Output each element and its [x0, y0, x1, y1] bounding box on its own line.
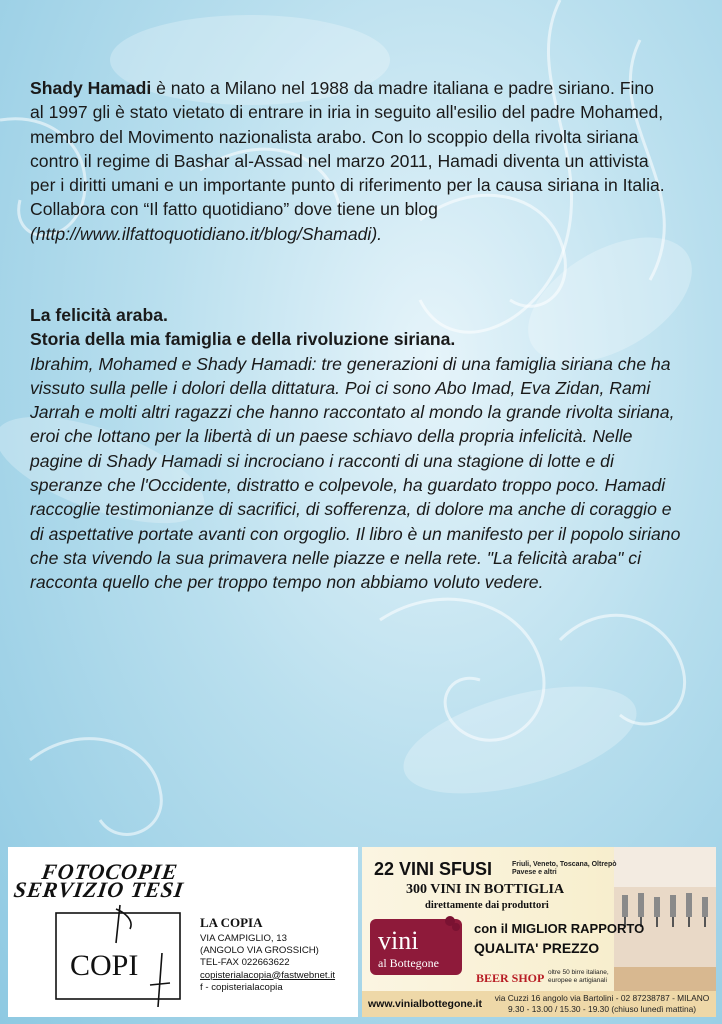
- blog-url: (http://www.ilfattoquotidiano.it/blog/Shamadi).: [30, 223, 383, 244]
- book-title: La felicità araba.: [30, 305, 168, 325]
- ad-vini-bottles: 300 VINI IN BOTTIGLIA: [406, 882, 565, 897]
- ad-shop-name: LA COPIA: [200, 915, 263, 930]
- ad-headline-fotocopie: FOTOCOPIE: [40, 859, 180, 884]
- ad-vini-headline: 22 VINI SFUSI: [374, 859, 493, 879]
- book-description: Ibrahim, Mohamed e Shady Hamadi: tre generazioni di una famiglia siriana che ha vissuto sulla pelle i dolori della dittatura. Poi ci sono Abo Imad, Eva Zidan, Rami Jarrah e molti altri ragazzi che hanno raccontato al mondo la grande rivolta siriana, eroi che lottano per la libertà di un paese schiavo della propria infelicità. Nelle pagine di Shady Hamadi si incrociano i racconti di una stagione di lotte e di speranze che l'Occidente, distratto e colpevole, ha guardato troppo poco. Hamadi raccoglie testimonianze di sacrifici, di sofferenza, di dolore ma anche di coraggio e di aspettative portate avanti con orgoglio. Il libro è un manifesto per il popolo siriano che sta vivendo la sua primavera nelle piazze e nella rete. "La felicità araba" ci racconta quello che per troppo tempo non abbiamo voluto vedere.: [30, 353, 681, 593]
- ad-vini-website[interactable]: www.vinialbottegone.it: [368, 998, 482, 1010]
- author-name: Shady Hamadi: [30, 78, 152, 98]
- author-bio: [30, 76, 670, 246]
- ad-contact-info: [200, 933, 335, 994]
- logo-word-bottegone: al Bottegone: [378, 956, 439, 970]
- ad-vini-address-block: [492, 993, 712, 1014]
- la-copia-logo: [50, 903, 188, 1009]
- ad-telfax: TEL-FAX 022663622: [200, 957, 290, 969]
- ad-beer-shop: BEER SHOP: [476, 971, 545, 985]
- book-subtitle: Storia della mia famiglia e della rivoluzione siriana.: [30, 329, 456, 350]
- ad-facebook[interactable]: f - copisterialacopia: [200, 981, 283, 993]
- ad-corner: (ANGOLO VIA GROSSICH): [200, 945, 319, 957]
- ad-vini-hours: 9.30 - 13.00 / 15.30 - 19.30 (chiuso lunedì mattina): [507, 1003, 697, 1014]
- ad-vini-value-line2: QUALITA' PREZZO: [474, 940, 600, 956]
- bio-text: è nato a Milano nel 1988 da madre italiana e padre siriano. Fino al 1997 gli è stato vietato di entrare in iria in seguito all'esilio del padre Mohamed, membro del Movimento nazionalista arabo. Con lo scoppio della rivolta siriana contro il regime di Bashar al-Assad nel marzo 2011, Hamadi diventa un attivista per i diritti umani e un importante punto di riferimento per la causa siriana in Italia. Collabora con “Il fatto quotidiano” dove tiene un blog: [30, 78, 665, 220]
- ad-vini-al-bottegone: [362, 847, 716, 1017]
- ad-vini-address: via Cuzzi 16 angolo via Bartolini - 02 87238787 - MILANO: [494, 993, 710, 1003]
- book-section: [30, 303, 690, 595]
- ad-address: VIA CAMPIGLIO, 13: [200, 933, 287, 944]
- ad-beer-description: oltre 50 birre italiane, europee e artigianali: [548, 969, 609, 984]
- ad-vini-producers: direttamente dai produttori: [425, 900, 549, 911]
- logo-word-vini: vini: [378, 926, 419, 955]
- ad-la-copia: [8, 847, 358, 1017]
- vini-al-bottegone-logo: [368, 911, 464, 981]
- ad-vini-regions: Friuli, Veneto, Toscana, Oltrepò Pavese e altri: [512, 861, 617, 877]
- ad-email-link[interactable]: copisterialacopia@fastwebnet.it: [200, 969, 336, 981]
- svg-text:COPI: COPI: [70, 949, 139, 982]
- ad-vini-value-line1: con il MIGLIOR RAPPORTO: [474, 921, 645, 936]
- ad-vini-footer: [362, 991, 716, 1017]
- ad-headline-servizio-tesi: SERVIZIO TESI: [12, 877, 186, 902]
